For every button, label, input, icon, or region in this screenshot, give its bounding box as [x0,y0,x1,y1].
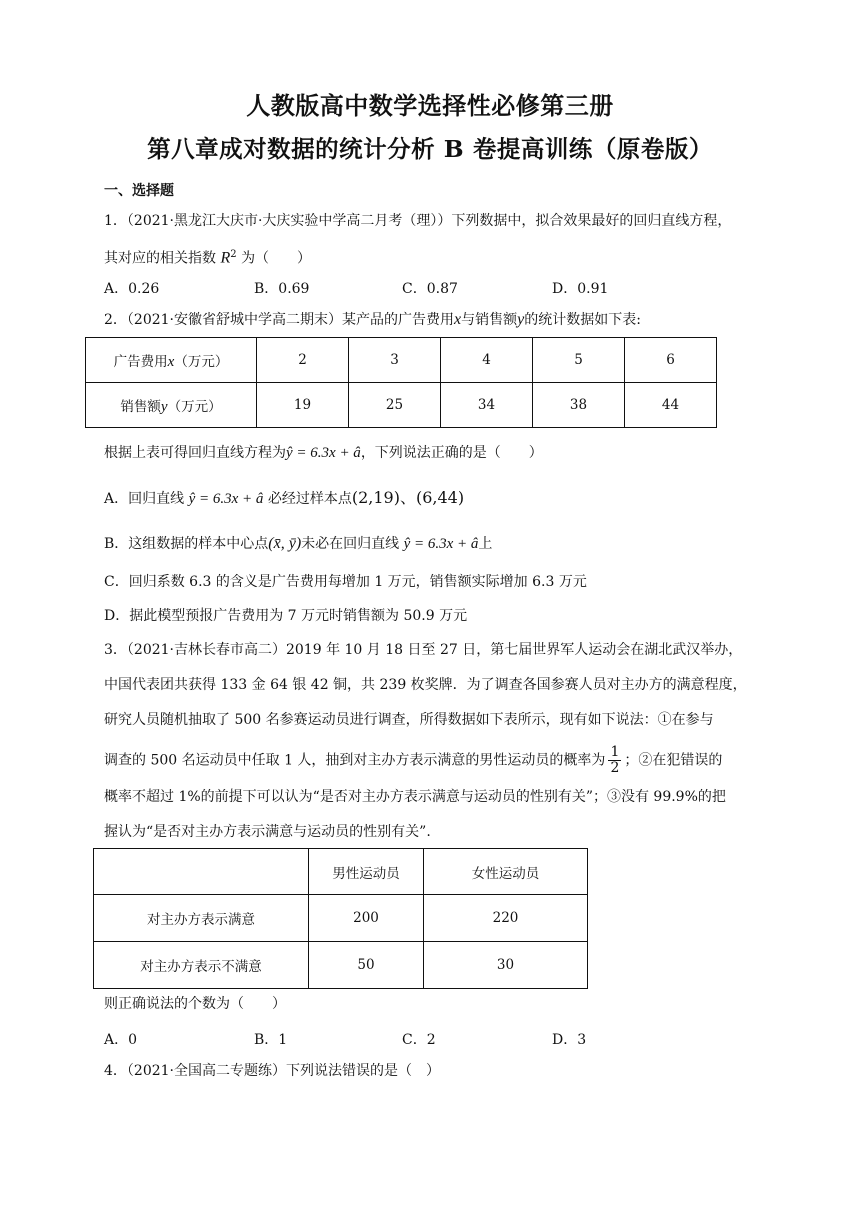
document-title: 人教版高中数学选择性必修第三册 [246,91,614,120]
table-cell: 220 [424,895,588,942]
q3-option-a[interactable]: A．0 [104,1032,138,1048]
table-row [94,895,588,942]
q2-table-row-advertising [86,338,717,383]
table-header-row [94,849,588,895]
q2-option-c[interactable]: C．回归系数 6.3 的含义是广告费用每增加 1 万元，销售额实际增加 6.3 万元 [104,574,587,590]
table-cell: 50 [309,942,424,989]
q3-stem-line6: 握认为“是否对主办方表示满意与运动员的性别有关”. [104,824,431,840]
q3-stem-line5: 概率不超过 1%的前提下可以认为“是否对主办方表示满意与运动员的性别有关”；③没有 99.9%的把 [104,789,726,805]
table-cell: 200 [309,895,424,942]
q3-option-d[interactable]: D．3 [552,1032,587,1048]
table-cell: 2 [257,338,349,383]
q1-stem-line2: 其对应的相关指数 $R^2$ 为（ ） [104,249,312,267]
table-cell [94,849,309,895]
q3-option-b[interactable]: B．1 [254,1032,288,1048]
table-header-male: 男性运动员 [309,849,424,895]
q2-option-a[interactable]: A．回归直线 ŷ = 6.3x + â 必经过样本点(2,19)、(6,44) [104,488,465,507]
q1-option-c[interactable]: C．0.87 [402,281,458,297]
q3-survey-table [93,848,588,989]
q2-data-table [85,337,717,428]
q1-stem-line1: 1．（2021·黑龙江大庆市·大庆实验中学高二月考（理））下列数据中，拟合效果最好的回归直线方程， [104,213,732,229]
q3-stem-line2: 中国代表团共获得 133 金 64 银 42 铜，共 239 枚奖牌．为了调查各国参赛人员对主办方的满意程度， [104,677,747,693]
q3-after-table: 则正确说法的个数为（ ） [104,996,286,1012]
table-row [94,942,588,989]
q2-row-label: 销售额y（万元） [86,383,257,428]
table-cell: 对主办方表示满意 [94,895,309,942]
table-cell: 38 [533,383,625,428]
q3-stem-line1: 3．（2021·吉林长春市高二）2019 年 10 月 18 日至 27 日，第七届世界军人运动会在湖北武汉举办， [104,642,743,658]
q3-stem-line4: 调查的 500 名运动员中任取 1 人，抽到对主办方表示满意的男性运动员的概率为 $\frac{1}{2}$ ；②在犯错误的 [104,744,723,776]
table-cell: 5 [533,338,625,383]
table-cell: 44 [625,383,717,428]
q4-stem: 4．（2021·全国高二专题练）下列说法错误的是（ ） [104,1063,440,1079]
q1-option-b[interactable]: B．0.69 [254,281,310,297]
document-subtitle: 第八章成对数据的统计分析 B 卷提高训练（原卷版） [147,135,713,163]
table-cell: 4 [441,338,533,383]
q2-option-b[interactable]: B．这组数据的样本中心点(x̄, ȳ)未必在回归直线 ŷ = 6.3x + â上 [104,535,493,552]
table-cell: 25 [349,383,441,428]
table-cell: 3 [349,338,441,383]
table-cell: 34 [441,383,533,428]
q1-option-d[interactable]: D．0.91 [552,281,609,297]
q2-stem: 2．（2021·安徽省舒城中学高二期末）某产品的广告费用x与销售额y的统计数据如下表: [104,311,641,328]
table-cell: 6 [625,338,717,383]
q3-stem-line3: 研究人员随机抽取了 500 名参赛运动员进行调查，所得数据如下表所示，现有如下说法：①在参与 [104,712,714,728]
q1-option-a[interactable]: A．0.26 [104,281,160,297]
q2-row-label: 广告费用x（万元） [86,338,257,383]
table-header-female: 女性运动员 [424,849,588,895]
q2-after-table: 根据上表可得回归直线方程为ŷ = 6.3x + â，下列说法正确的是（ ） [104,445,543,461]
section-heading: 一、选择题 [104,183,174,199]
q2-table-row-sales [86,383,717,428]
table-cell: 对主办方表示不满意 [94,942,309,989]
q2-option-d[interactable]: D．据此模型预报广告费用为 7 万元时销售额为 50.9 万元 [104,608,468,624]
table-cell: 30 [424,942,588,989]
fraction: $\frac{1}{2}$ [610,744,620,776]
q3-option-c[interactable]: C．2 [402,1032,436,1048]
table-cell: 19 [257,383,349,428]
